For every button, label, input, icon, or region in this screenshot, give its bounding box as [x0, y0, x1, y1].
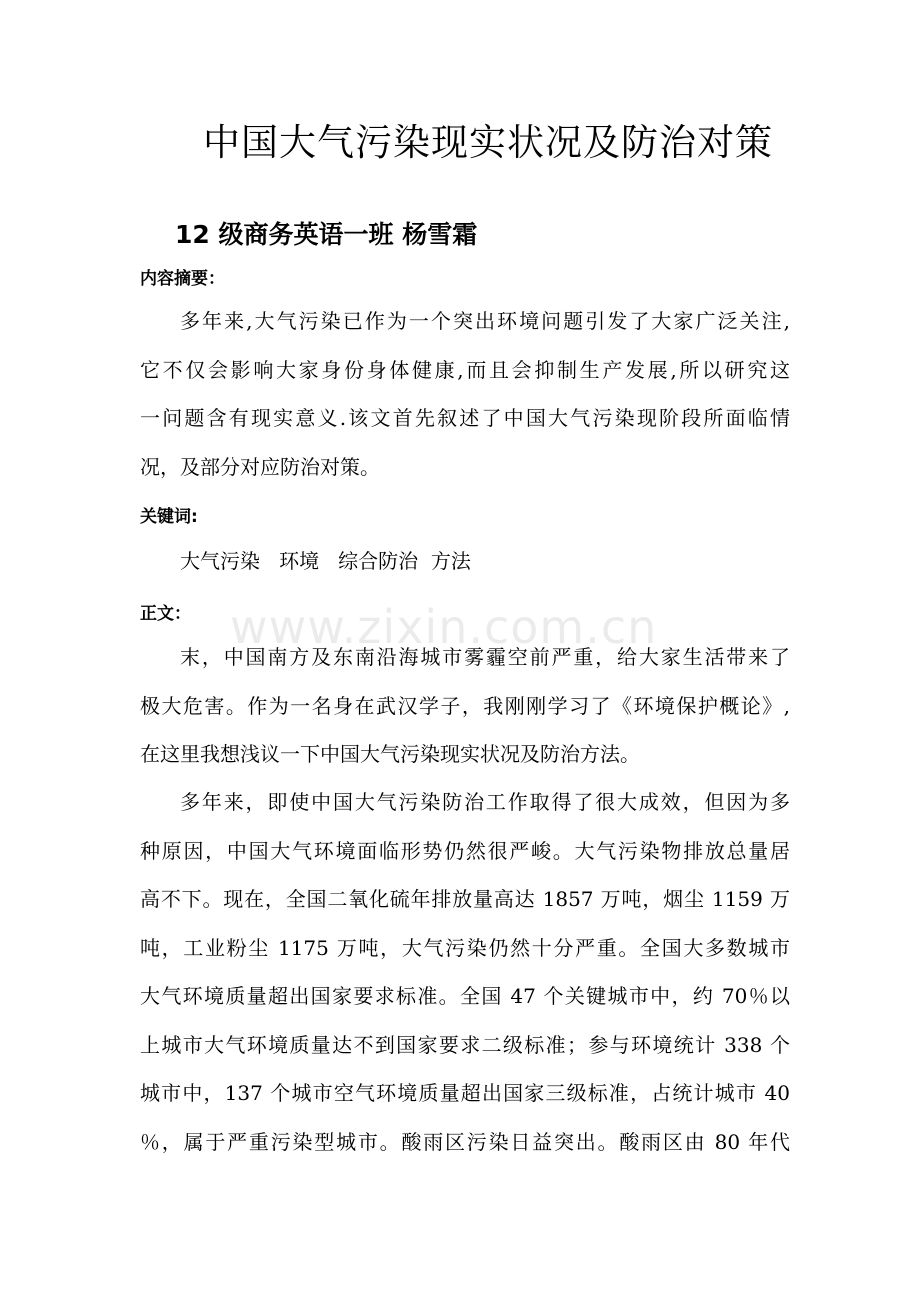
body-paragraph-1	[140, 633, 790, 779]
abstract-paragraph	[140, 297, 790, 491]
body-line: ％，属于严重污染型城市。酸雨区污染日益突出。酸雨区由 80 年代	[140, 1129, 790, 1154]
abstract-line: 一问题含有现实意义.该文首先叙述了中国大气污染现阶段所面临情	[140, 406, 790, 430]
abstract-heading: 内容摘要：	[140, 269, 225, 289]
body-line: 多年来，即使中国大气污染防治工作取得了很大成效，但因为多	[180, 790, 790, 814]
body-line: 极大危害。作为一名身在武汉学子，我刚刚学习了《环境保护概论》,	[140, 693, 790, 718]
keywords-text: 大气污染 环境 综合防治 方法	[180, 549, 471, 573]
abstract-line: 多年来,大气污染已作为一个突出环境问题引发了大家广泛关注,	[180, 309, 790, 333]
body-line: 种原因，中国大气环境面临形势仍然很严峻。大气污染物排放总量居	[140, 838, 790, 863]
keywords-heading: 关键词:	[140, 507, 198, 527]
body-line: 吨，工业粉尘 1175 万吨，大气污染仍然十分严重。全国大多数城市	[140, 935, 790, 960]
abstract-line: 它不仅会影响大家身份身体健康,而且会抑制生产发展,所以研究这	[140, 357, 790, 382]
body-line: 上城市大气环境质量达不到国家要求二级标准；参与环境统计 338 个	[140, 1032, 790, 1057]
body-line: 大气环境质量超出国家要求标准。全国 47 个关键城市中，约 70％以	[140, 984, 790, 1008]
body-line: 末，中国南方及东南沿海城市雾霾空前严重，给大家生活带来了	[180, 645, 790, 669]
body-line: 高不下。现在，全国二氧化硫年排放量高达 1857 万吨，烟尘 1159 万	[140, 887, 790, 911]
watermark: www.zixin.com.cn	[230, 600, 658, 654]
body-line: 在这里我想浅议一下中国大气污染现实状况及防治方法。	[140, 742, 640, 766]
author-line: 12 级商务英语一班 杨雪霜	[175, 220, 478, 249]
abstract-line: 况，及部分对应防治对策。	[140, 454, 380, 479]
body-heading: 正文：	[140, 604, 191, 624]
body-paragraph-2	[140, 778, 790, 1166]
body-line: 城市中，137 个城市空气环境质量超出国家三级标准，占统计城市 40	[140, 1081, 790, 1105]
document-title: 中国大气污染现实状况及防治对策	[203, 121, 773, 164]
